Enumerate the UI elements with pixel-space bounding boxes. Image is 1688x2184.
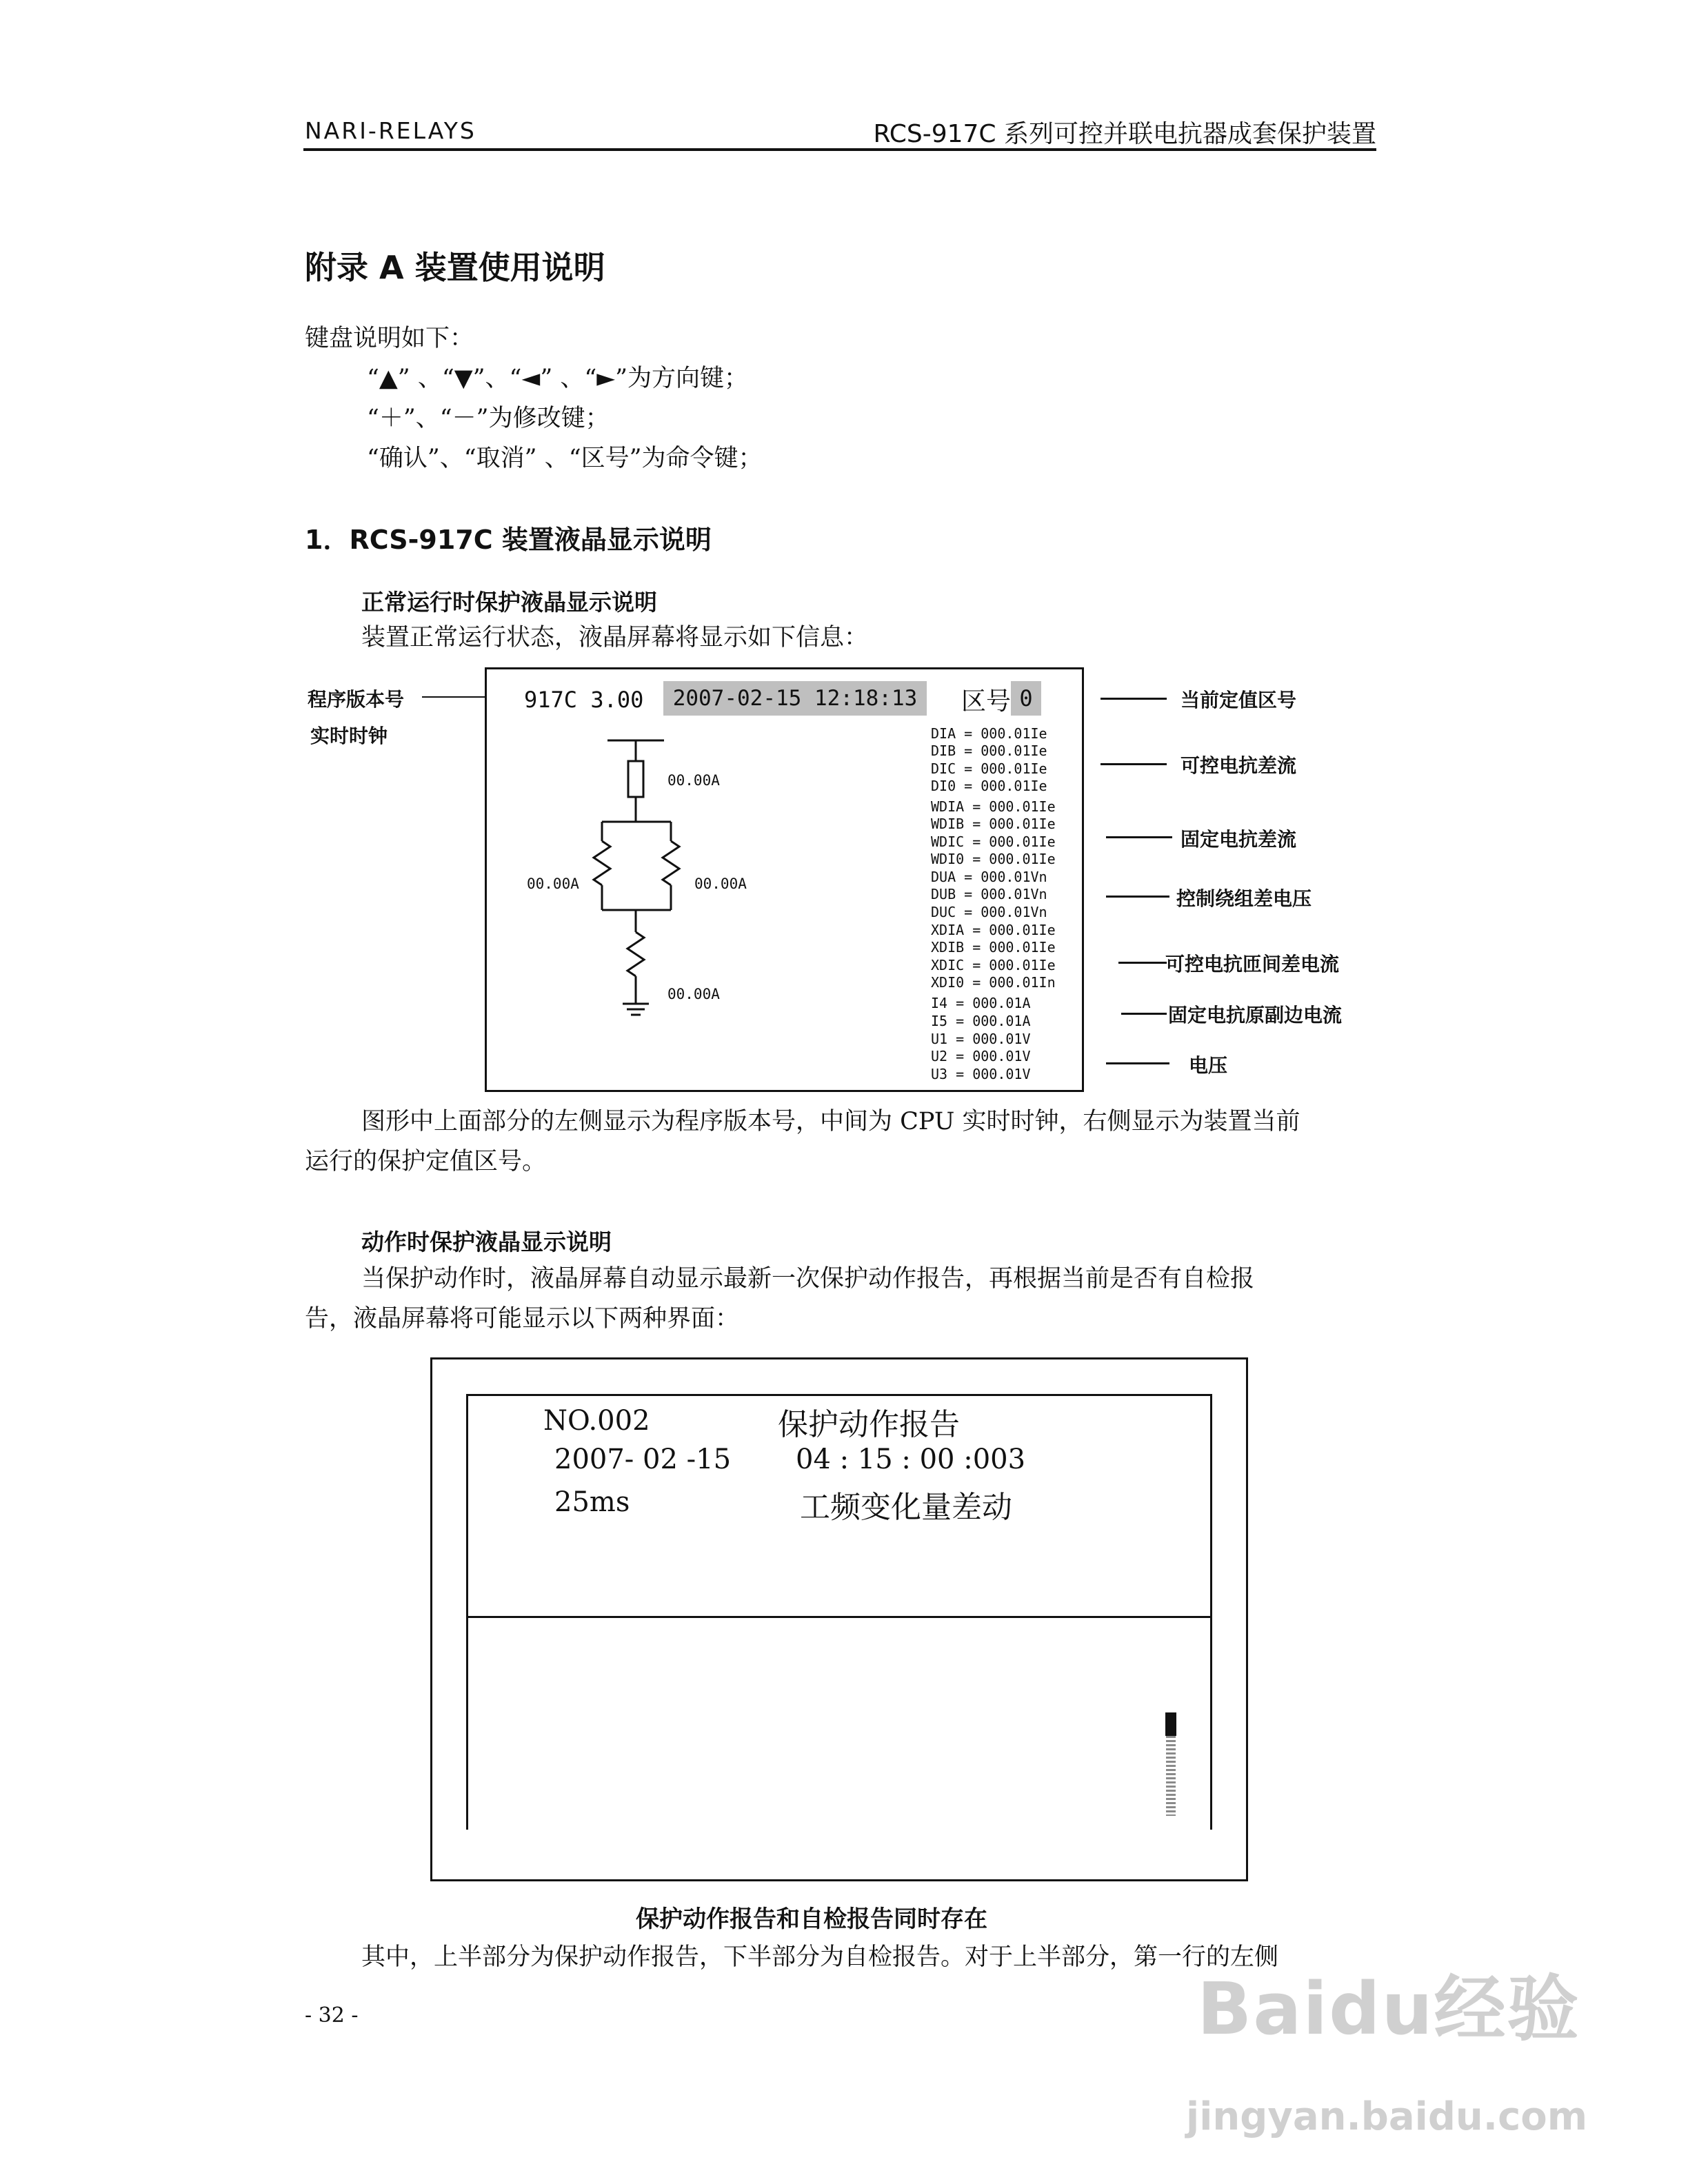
- lcd-measurement-dub: DUB = 000.01Vn: [931, 886, 1047, 902]
- annotation-turn-line: [1118, 962, 1167, 964]
- lcd-current-right: 00.00A: [694, 876, 747, 892]
- normal-subtitle: 正常运行时保护液晶显示说明: [361, 589, 657, 616]
- appendix-title: 附录 A 装置使用说明: [305, 249, 605, 286]
- final-line: 其中，上半部分为保护动作报告，下半部分为自检报告。对于上半部分，第一行的左侧: [361, 1943, 1279, 1971]
- lcd-measurement-u1: U1 = 000.01V: [931, 1031, 1031, 1047]
- lcd-current-bottom: 00.00A: [667, 986, 720, 1002]
- page-number: - 32 -: [305, 2003, 359, 2028]
- figure1-description-line-1: 图形中上面部分的左侧显示为程序版本号，中间为 CPU 实时时钟，右侧显示为装置当前: [361, 1108, 1300, 1135]
- annotation-zone: 当前定值区号: [1180, 689, 1297, 711]
- keyboard-intro: 键盘说明如下：: [305, 325, 474, 352]
- annotation-cdiff-line: [1101, 763, 1167, 765]
- keyboard-line-3: “确认”、“取消” 、“区号”为命令键；: [367, 445, 763, 472]
- lcd-scroll-track: [1166, 1736, 1176, 1816]
- lcd-measurement-di0: DI0 = 000.01Ie: [931, 778, 1047, 794]
- lcd-zone-label: 区号: [961, 687, 1012, 716]
- lcd-measurement-wdib: WDIB = 000.01Ie: [931, 816, 1056, 832]
- keyboard-line-1: “▲” 、“▼”、“◄” 、“►”为方向键；: [367, 365, 749, 392]
- annotation-clock: 实时时钟: [310, 725, 388, 747]
- figure1-description-line-2: 运行的保护定值区号。: [305, 1148, 547, 1175]
- lcd-measurement-wdic: WDIC = 000.01Ie: [931, 833, 1056, 850]
- figure2-caption: 保护动作报告和自检报告同时存在: [636, 1905, 987, 1933]
- lcd-measurement-xdib: XDIB = 000.01Ie: [931, 939, 1056, 956]
- lcd-measurement-dic: DIC = 000.01Ie: [931, 760, 1047, 777]
- annotation-voltage: 电压: [1189, 1054, 1228, 1077]
- lcd-measurement-wdi0: WDI0 = 000.01Ie: [931, 851, 1056, 867]
- lcd-version: 917C 3.00: [524, 687, 644, 713]
- lcd-measurement-xdia: XDIA = 000.01Ie: [931, 922, 1056, 938]
- annotation-version-line: [422, 696, 485, 698]
- header-left: NARI-RELAYS: [305, 117, 476, 144]
- annotation-fdiff-line: [1106, 836, 1172, 838]
- action-line-1: 当保护动作时，液晶屏幕自动显示最新一次保护动作报告，再根据当前是否有自检报: [361, 1265, 1255, 1293]
- lcd-report-title: 保护动作报告: [778, 1407, 960, 1442]
- lcd-scroll-indicator: [1165, 1712, 1176, 1736]
- action-line-2: 告，液晶屏幕将可能显示以下两种界面：: [305, 1305, 740, 1333]
- lcd-measurement-u2: U2 = 000.01V: [931, 1048, 1031, 1064]
- lcd-measurement-xdi0: XDI0 = 000.01In: [931, 974, 1056, 991]
- header-right: RCS-917C 系列可控并联电抗器成套保护装置: [873, 120, 1376, 148]
- lcd-action-divider: [466, 1616, 1212, 1618]
- lcd-measurement-dib: DIB = 000.01Ie: [931, 742, 1047, 759]
- lcd-measurement-xdic: XDIC = 000.01Ie: [931, 957, 1056, 973]
- action-subtitle: 动作时保护液晶显示说明: [361, 1228, 612, 1255]
- lcd-report-number: NO.002: [543, 1405, 650, 1437]
- annotation-turn: 可控电抗匝间差电流: [1165, 953, 1340, 975]
- lcd-measurement-dia: DIA = 000.01Ie: [931, 725, 1047, 742]
- annotation-winding: 控制绕组差电压: [1176, 887, 1312, 910]
- annotation-primary-line: [1121, 1013, 1167, 1015]
- lcd-current-top: 00.00A: [667, 772, 720, 789]
- watermark-url: jingyan.baidu.com: [1186, 2094, 1588, 2139]
- watermark-brand: Baidu经验: [1197, 1967, 1580, 2051]
- lcd-measurement-u3: U3 = 000.01V: [931, 1066, 1031, 1082]
- lcd-report-time: 04 : 15 : 00 :003: [796, 1444, 1026, 1475]
- annotation-version: 程序版本号: [308, 688, 405, 711]
- lcd-report-date: 2007- 02 -15: [554, 1444, 732, 1475]
- annotation-zone-line: [1101, 698, 1167, 700]
- lcd-zone-value: 0: [1011, 681, 1041, 716]
- lcd-measurement-i5: I5 = 000.01A: [931, 1013, 1031, 1029]
- lcd-measurement-wdia: WDIA = 000.01Ie: [931, 798, 1056, 815]
- header-rule: [303, 148, 1376, 151]
- lcd-current-left: 00.00A: [527, 876, 579, 892]
- section-title: 1．RCS-917C 装置液晶显示说明: [305, 525, 712, 555]
- annotation-fdiff: 固定电抗差流: [1180, 828, 1297, 851]
- lcd-report-event: 工频变化量差动: [800, 1490, 1012, 1525]
- lcd-measurement-dua: DUA = 000.01Vn: [931, 869, 1047, 885]
- lcd-measurement-i4: I4 = 000.01A: [931, 995, 1031, 1011]
- annotation-voltage-line: [1106, 1062, 1169, 1064]
- lcd-report-delay: 25ms: [554, 1486, 630, 1518]
- lcd-measurement-duc: DUC = 000.01Vn: [931, 904, 1047, 920]
- normal-intro: 装置正常运行状态，液晶屏幕将显示如下信息：: [361, 624, 869, 651]
- annotation-cdiff: 可控电抗差流: [1180, 754, 1297, 777]
- annotation-winding-line: [1106, 896, 1169, 898]
- keyboard-line-2: “＋”、“－”为修改键；: [367, 405, 610, 432]
- annotation-primary: 固定电抗原副边电流: [1168, 1004, 1343, 1027]
- lcd-clock: 2007-02-15 12:18:13: [663, 681, 927, 716]
